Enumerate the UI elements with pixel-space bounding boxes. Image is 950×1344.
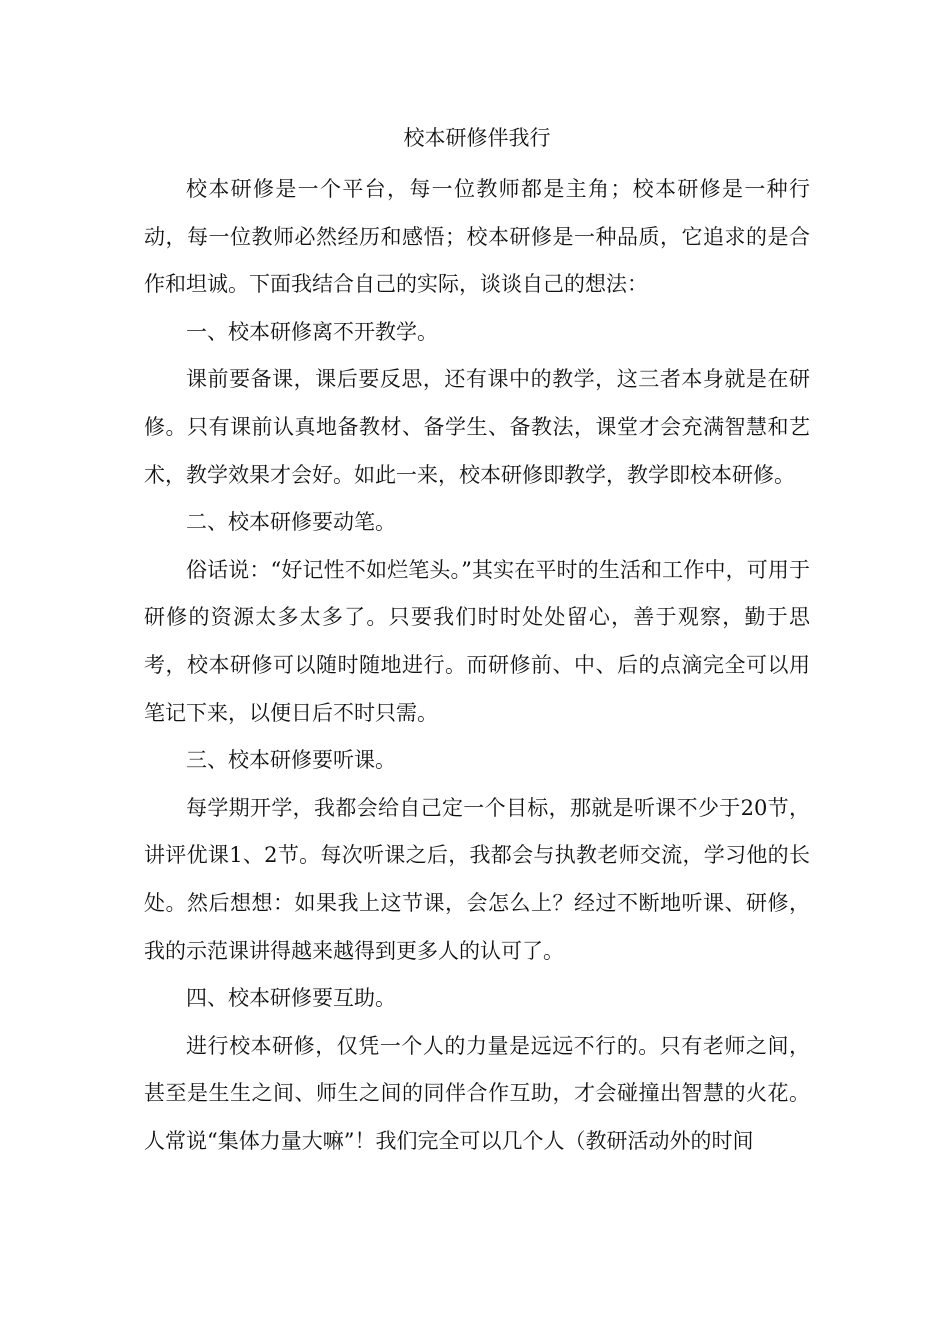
section-heading-2: 二、校本研修要动笔。 (186, 510, 396, 535)
paragraph-cooperation: 进行校本研修，仅凭一个人的力量是远远不行的。只有老师之间，甚至是生生之间、师生之间的同伴合作互助，才会碰撞出智慧的火花。人常说“集体力量大嘛”！我们完全可以几个人（教研活动外的时间 (144, 1033, 810, 1153)
section-heading-4: 四、校本研修要互助。 (186, 986, 396, 1011)
document-body (144, 122, 810, 1165)
paragraph-teaching: 课前要备课，课后要反思，还有课中的教学，这三者本身就是在研修。只有课前认真地备教材、备学生、备教法，课堂才会充满智慧和艺术，教学效果才会好。如此一来，校本研修即教学，教学即校本研修。 (144, 367, 810, 487)
section-heading-3: 三、校本研修要听课。 (186, 748, 396, 773)
paragraph-writing: 俗话说：“好记性不如烂笔头。”其实在平时的生活和工作中，可用于研修的资源太多太多了。只要我们时时处处留心，善于观察，勤于思考，校本研修可以随时随地进行。而研修前、中、后的点滴完全可以用笔记下来，以便日后不时只需。 (144, 557, 810, 725)
section-heading-1: 一、校本研修离不开教学。 (186, 319, 438, 344)
paragraph-observing: 每学期开学，我都会给自己定一个目标，那就是听课不少于20节，讲评优课1、2节。每次听课之后，我都会与执教老师交流，学习他的长处。然后想想：如果我上这节课，会怎么上？经过不断地听课、研修，我的示范课讲得越来越得到更多人的认可了。 (144, 795, 810, 963)
paragraph-intro: 校本研修是一个平台，每一位教师都是主角；校本研修是一种行动，每一位教师必然经历和感悟；校本研修是一种品质，它追求的是合作和坦诚。下面我结合自己的实际，谈谈自己的想法： (144, 177, 810, 297)
document-title: 校本研修伴我行 (403, 126, 551, 150)
